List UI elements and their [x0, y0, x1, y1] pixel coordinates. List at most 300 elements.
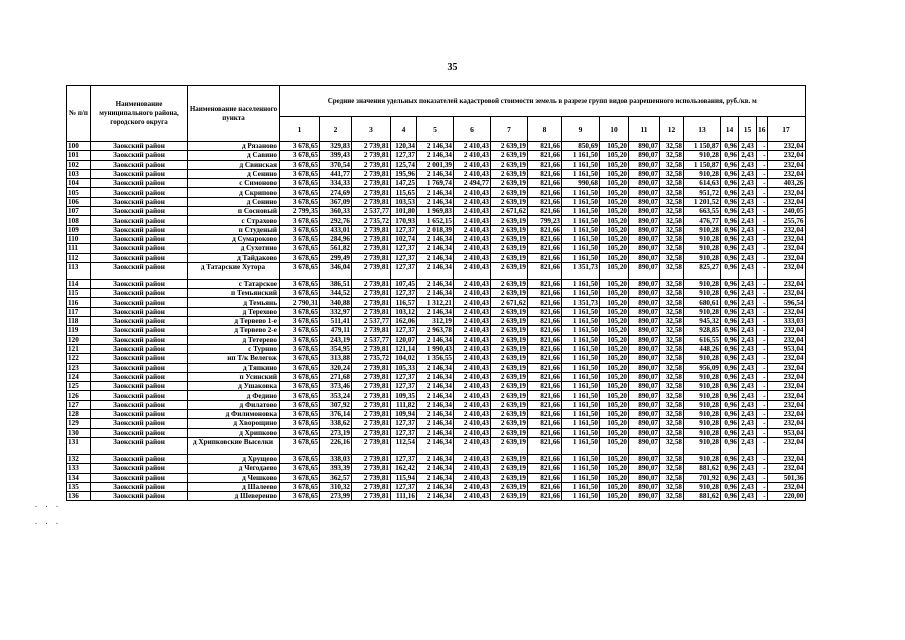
row-value-group-4: 111,82 — [391, 400, 417, 409]
row-value-group-5: 2 146,34 — [417, 289, 454, 298]
row-value-group-8: 821,66 — [528, 160, 562, 169]
row-value-group-16: - — [757, 326, 768, 335]
row-value-group-13: 951,72 — [684, 188, 721, 197]
row-value-group-3: 2 739,81 — [352, 151, 391, 160]
table-row — [67, 335, 806, 344]
row-value-group-3: 2 739,81 — [352, 382, 391, 391]
row-value-group-9: 990,68 — [562, 179, 600, 188]
row-value-group-13: 616,55 — [684, 335, 721, 344]
row-value-group-4: 127,37 — [391, 326, 417, 335]
table-row — [67, 307, 806, 316]
row-value-group-3: 2 739,81 — [352, 298, 391, 307]
row-value-group-10: 105,20 — [600, 207, 629, 216]
row-value-group-1: 3 678,65 — [280, 344, 320, 353]
table-row — [67, 151, 806, 160]
row-value-group-14: 0,96 — [721, 169, 739, 178]
row-number: 110 — [67, 234, 91, 243]
row-value-group-12: 32,58 — [660, 253, 684, 262]
row-value-group-1: 3 678,65 — [280, 244, 320, 253]
table-row — [67, 454, 806, 463]
row-value-group-6: 2 410,43 — [454, 437, 491, 454]
row-value-group-8: 821,66 — [528, 473, 562, 482]
row-value-group-17: 232,04 — [767, 326, 805, 335]
row-value-group-17: 232,04 — [767, 188, 805, 197]
row-value-group-8: 821,66 — [528, 437, 562, 454]
row-settlement: д Шеверенво — [188, 492, 280, 501]
row-value-group-8: 821,66 — [528, 188, 562, 197]
row-value-group-15: 2,43 — [739, 382, 757, 391]
row-value-group-11: 890,07 — [629, 419, 660, 428]
row-number: 111 — [67, 244, 91, 253]
row-value-group-17: 232,04 — [767, 454, 805, 463]
row-value-group-4: 109,94 — [391, 410, 417, 419]
header-group-14: 14 — [721, 117, 739, 142]
row-value-group-11: 890,07 — [629, 262, 660, 279]
table-row — [67, 207, 806, 216]
row-value-group-13: 910,28 — [684, 225, 721, 234]
row-value-group-14: 0,96 — [721, 400, 739, 409]
row-value-group-16: - — [757, 188, 768, 197]
row-number: 130 — [67, 428, 91, 437]
row-value-group-7: 2 639,19 — [491, 363, 528, 372]
row-value-group-1: 3 678,65 — [280, 253, 320, 262]
row-value-group-15: 2,43 — [739, 419, 757, 428]
row-value-group-10: 105,20 — [600, 326, 629, 335]
row-value-group-17: 232,04 — [767, 262, 805, 279]
row-value-group-15: 2,43 — [739, 400, 757, 409]
row-value-group-3: 2 739,81 — [352, 454, 391, 463]
row-value-group-14: 0,96 — [721, 289, 739, 298]
row-value-group-9: 1 161,50 — [562, 363, 600, 372]
row-value-group-7: 2 639,19 — [491, 335, 528, 344]
row-value-group-6: 2 410,43 — [454, 419, 491, 428]
row-value-group-7: 2 639,19 — [491, 151, 528, 160]
row-settlement: д Тервево 1-е — [188, 317, 280, 326]
row-value-group-15: 2,43 — [739, 326, 757, 335]
row-value-group-6: 2 410,43 — [454, 151, 491, 160]
row-value-group-8: 821,66 — [528, 335, 562, 344]
row-value-group-4: 127,37 — [391, 244, 417, 253]
row-number: 107 — [67, 207, 91, 216]
row-number: 125 — [67, 382, 91, 391]
row-value-group-17: 232,04 — [767, 372, 805, 381]
row-value-group-4: 120,34 — [391, 142, 417, 151]
header-group-2: 2 — [320, 117, 352, 142]
row-value-group-10: 105,20 — [600, 363, 629, 372]
row-value-group-15: 2,43 — [739, 225, 757, 234]
row-settlement: д Сенино — [188, 169, 280, 178]
row-district: Заокский район — [91, 179, 188, 188]
row-value-group-3: 2 537,77 — [352, 317, 391, 326]
row-district: Заокский район — [91, 289, 188, 298]
row-district: Заокский район — [91, 234, 188, 243]
row-settlement: д Федино — [188, 391, 280, 400]
row-value-group-10: 105,20 — [600, 307, 629, 316]
row-value-group-12: 32,58 — [660, 234, 684, 243]
row-settlement: д Скрипово — [188, 188, 280, 197]
row-number: 133 — [67, 464, 91, 473]
row-district: Заокский район — [91, 253, 188, 262]
row-value-group-13: 614,63 — [684, 179, 721, 188]
row-value-group-11: 890,07 — [629, 372, 660, 381]
row-value-group-4: 112,54 — [391, 437, 417, 454]
row-value-group-12: 32,58 — [660, 372, 684, 381]
row-value-group-13: 910,28 — [684, 307, 721, 316]
header-group-title: Средние значения удельных показателей кадастровой стоимости земель в разрезе групп видов разрешенного использования, руб./кв. м — [280, 86, 806, 117]
row-value-group-11: 890,07 — [629, 188, 660, 197]
row-value-group-13: 881,62 — [684, 464, 721, 473]
header-group-16: 16 — [757, 117, 768, 142]
row-value-group-11: 890,07 — [629, 454, 660, 463]
row-value-group-4: 116,57 — [391, 298, 417, 307]
row-value-group-12: 32,58 — [660, 289, 684, 298]
header-group-17: 17 — [767, 117, 805, 142]
row-value-group-10: 105,20 — [600, 437, 629, 454]
row-value-group-1: 3 678,65 — [280, 188, 320, 197]
row-value-group-4: 195,96 — [391, 169, 417, 178]
row-value-group-16: - — [757, 382, 768, 391]
row-district: Заокский район — [91, 419, 188, 428]
row-number: 103 — [67, 169, 91, 178]
row-value-group-8: 821,66 — [528, 234, 562, 243]
row-settlement: д Хрущево — [188, 454, 280, 463]
row-value-group-6: 2 410,43 — [454, 372, 491, 381]
row-value-group-7: 2 671,62 — [491, 207, 528, 216]
row-value-group-7: 2 639,19 — [491, 492, 528, 501]
row-value-group-16: - — [757, 372, 768, 381]
row-value-group-9: 1 161,50 — [562, 207, 600, 216]
row-value-group-12: 32,58 — [660, 354, 684, 363]
row-value-group-6: 2 410,43 — [454, 344, 491, 353]
row-value-group-2: 273,99 — [320, 492, 352, 501]
row-value-group-13: 910,28 — [684, 234, 721, 243]
row-settlement: д Темьянь — [188, 298, 280, 307]
row-number: 116 — [67, 298, 91, 307]
row-value-group-6: 2 410,43 — [454, 391, 491, 400]
row-value-group-15: 2,43 — [739, 253, 757, 262]
table-row — [67, 492, 806, 501]
row-value-group-7: 2 639,19 — [491, 253, 528, 262]
header-group-3: 3 — [352, 117, 391, 142]
row-value-group-13: 825,27 — [684, 262, 721, 279]
row-value-group-4: 109,35 — [391, 391, 417, 400]
row-value-group-7: 2 639,19 — [491, 454, 528, 463]
row-value-group-9: 1 161,50 — [562, 234, 600, 243]
row-value-group-7: 2 639,19 — [491, 344, 528, 353]
row-value-group-2: 274,69 — [320, 188, 352, 197]
row-value-group-3: 2 739,81 — [352, 437, 391, 454]
row-value-group-11: 890,07 — [629, 391, 660, 400]
row-value-group-12: 32,58 — [660, 262, 684, 279]
row-value-group-4: 127,37 — [391, 428, 417, 437]
header-settlement: Наименование населенного пункта — [188, 86, 280, 142]
header-group-8: 8 — [528, 117, 562, 142]
row-value-group-15: 2,43 — [739, 307, 757, 316]
row-value-group-17: 333,03 — [767, 317, 805, 326]
row-value-group-17: 240,05 — [767, 207, 805, 216]
row-value-group-10: 105,20 — [600, 335, 629, 344]
row-value-group-16: - — [757, 454, 768, 463]
table-row — [67, 372, 806, 381]
row-value-group-9: 1 161,50 — [562, 335, 600, 344]
row-value-group-1: 3 678,65 — [280, 428, 320, 437]
row-value-group-16: - — [757, 216, 768, 225]
row-value-group-1: 3 678,65 — [280, 234, 320, 243]
row-settlement: д Ушаковка — [188, 382, 280, 391]
row-value-group-16: - — [757, 344, 768, 353]
row-value-group-7: 2 639,19 — [491, 188, 528, 197]
row-value-group-5: 2 146,34 — [417, 307, 454, 316]
row-value-group-10: 105,20 — [600, 179, 629, 188]
row-settlement: д Хворощино — [188, 419, 280, 428]
binder-mark: · · · — [34, 503, 61, 511]
row-value-group-7: 2 639,19 — [491, 234, 528, 243]
row-value-group-11: 890,07 — [629, 410, 660, 419]
row-value-group-5: 2 146,34 — [417, 151, 454, 160]
row-district: Заокский район — [91, 382, 188, 391]
header-group-6: 6 — [454, 117, 491, 142]
table-body — [67, 142, 806, 501]
row-number: 124 — [67, 372, 91, 381]
row-settlement: п Сосновый — [188, 207, 280, 216]
row-value-group-15: 2,43 — [739, 335, 757, 344]
row-value-group-5: 2 146,34 — [417, 428, 454, 437]
header-group-11: 11 — [629, 117, 660, 142]
row-value-group-9: 1 161,50 — [562, 464, 600, 473]
row-settlement: д Тервево 2-е — [188, 326, 280, 335]
row-value-group-7: 2 639,19 — [491, 382, 528, 391]
row-value-group-13: 1 201,52 — [684, 197, 721, 206]
row-value-group-14: 0,96 — [721, 428, 739, 437]
row-value-group-13: 910,28 — [684, 419, 721, 428]
row-value-group-5: 1 652,15 — [417, 216, 454, 225]
row-value-group-8: 821,66 — [528, 326, 562, 335]
row-value-group-17: 501,36 — [767, 473, 805, 482]
row-value-group-1: 3 678,65 — [280, 151, 320, 160]
table-row — [67, 419, 806, 428]
row-value-group-13: 910,28 — [684, 428, 721, 437]
row-value-group-15: 2,43 — [739, 454, 757, 463]
row-number: 113 — [67, 262, 91, 279]
row-value-group-9: 1 161,50 — [562, 317, 600, 326]
table-row — [67, 197, 806, 206]
row-district: Заокский район — [91, 225, 188, 234]
row-value-group-3: 2 537,77 — [352, 335, 391, 344]
row-value-group-13: 910,28 — [684, 410, 721, 419]
row-district: Заокский район — [91, 188, 188, 197]
table-row — [67, 473, 806, 482]
row-number: 128 — [67, 410, 91, 419]
row-value-group-11: 890,07 — [629, 382, 660, 391]
row-value-group-5: 2 146,34 — [417, 188, 454, 197]
row-settlement: п Усинский — [188, 372, 280, 381]
row-value-group-4: 127,37 — [391, 454, 417, 463]
row-value-group-16: - — [757, 354, 768, 363]
row-value-group-12: 32,58 — [660, 188, 684, 197]
row-value-group-8: 821,66 — [528, 151, 562, 160]
row-value-group-15: 2,43 — [739, 344, 757, 353]
row-value-group-6: 2 410,43 — [454, 207, 491, 216]
row-value-group-5: 1 969,83 — [417, 207, 454, 216]
row-value-group-3: 2 739,81 — [352, 160, 391, 169]
row-value-group-4: 105,33 — [391, 363, 417, 372]
row-value-group-14: 0,96 — [721, 354, 739, 363]
header-group-12: 12 — [660, 117, 684, 142]
row-value-group-1: 3 678,65 — [280, 419, 320, 428]
row-value-group-2: 332,97 — [320, 307, 352, 316]
row-number: 106 — [67, 197, 91, 206]
row-value-group-1: 3 678,65 — [280, 197, 320, 206]
row-value-group-2: 399,43 — [320, 151, 352, 160]
row-value-group-13: 956,09 — [684, 363, 721, 372]
row-value-group-13: 910,28 — [684, 244, 721, 253]
row-value-group-13: 1 150,87 — [684, 142, 721, 151]
row-value-group-13: 945,32 — [684, 317, 721, 326]
row-value-group-7: 2 639,19 — [491, 197, 528, 206]
row-value-group-17: 232,04 — [767, 142, 805, 151]
row-value-group-4: 147,25 — [391, 179, 417, 188]
row-value-group-7: 2 639,19 — [491, 225, 528, 234]
row-value-group-9: 1 161,50 — [562, 307, 600, 316]
row-value-group-4: 115,94 — [391, 473, 417, 482]
row-value-group-15: 2,43 — [739, 363, 757, 372]
row-value-group-5: 2 001,39 — [417, 160, 454, 169]
row-value-group-6: 2 410,43 — [454, 317, 491, 326]
row-district: Заокский район — [91, 142, 188, 151]
row-settlement: д Свинская — [188, 160, 280, 169]
row-value-group-15: 2,43 — [739, 354, 757, 363]
row-value-group-17: 232,04 — [767, 307, 805, 316]
row-value-group-15: 2,43 — [739, 234, 757, 243]
row-value-group-6: 2 410,43 — [454, 400, 491, 409]
row-district: Заокский район — [91, 492, 188, 501]
row-value-group-2: 243,19 — [320, 335, 352, 344]
row-value-group-12: 32,58 — [660, 400, 684, 409]
row-value-group-9: 1 161,50 — [562, 492, 600, 501]
row-value-group-3: 2 739,81 — [352, 363, 391, 372]
row-value-group-10: 105,20 — [600, 216, 629, 225]
row-value-group-6: 2 410,43 — [454, 335, 491, 344]
row-value-group-8: 821,66 — [528, 142, 562, 151]
table-row — [67, 244, 806, 253]
row-value-group-4: 101,80 — [391, 207, 417, 216]
row-value-group-16: - — [757, 400, 768, 409]
table-row — [67, 188, 806, 197]
row-value-group-2: 334,33 — [320, 179, 352, 188]
row-value-group-15: 2,43 — [739, 428, 757, 437]
row-value-group-12: 32,58 — [660, 317, 684, 326]
row-value-group-2: 338,03 — [320, 454, 352, 463]
row-number: 121 — [67, 344, 91, 353]
row-value-group-11: 890,07 — [629, 169, 660, 178]
row-value-group-10: 105,20 — [600, 354, 629, 363]
row-value-group-8: 821,66 — [528, 169, 562, 178]
row-value-group-11: 890,07 — [629, 363, 660, 372]
row-value-group-16: - — [757, 244, 768, 253]
header-group-13: 13 — [684, 117, 721, 142]
table-row — [67, 317, 806, 326]
row-value-group-16: - — [757, 419, 768, 428]
row-value-group-14: 0,96 — [721, 216, 739, 225]
row-value-group-15: 2,43 — [739, 197, 757, 206]
row-value-group-5: 2 146,34 — [417, 400, 454, 409]
table-row — [67, 216, 806, 225]
row-number: 135 — [67, 482, 91, 491]
row-value-group-2: 441,77 — [320, 169, 352, 178]
row-district: Заокский район — [91, 482, 188, 491]
row-number: 115 — [67, 289, 91, 298]
row-value-group-3: 2 739,81 — [352, 289, 391, 298]
row-value-group-5: 2 146,34 — [417, 142, 454, 151]
row-value-group-5: 1 769,74 — [417, 179, 454, 188]
row-number: 120 — [67, 335, 91, 344]
row-value-group-16: - — [757, 437, 768, 454]
row-value-group-3: 2 739,81 — [352, 142, 391, 151]
row-settlement: д Филатово — [188, 400, 280, 409]
table-row — [67, 464, 806, 473]
row-value-group-14: 0,96 — [721, 363, 739, 372]
row-value-group-6: 2 410,43 — [454, 262, 491, 279]
row-value-group-10: 105,20 — [600, 419, 629, 428]
row-district: Заокский район — [91, 473, 188, 482]
row-value-group-7: 2 639,19 — [491, 216, 528, 225]
row-value-group-6: 2 410,43 — [454, 307, 491, 316]
row-value-group-16: - — [757, 179, 768, 188]
row-value-group-16: - — [757, 492, 768, 501]
row-value-group-3: 2 537,77 — [352, 207, 391, 216]
row-value-group-15: 2,43 — [739, 437, 757, 454]
row-value-group-12: 32,58 — [660, 454, 684, 463]
row-value-group-6: 2 410,43 — [454, 492, 491, 501]
row-value-group-4: 127,37 — [391, 225, 417, 234]
cadastral-values-table — [66, 85, 806, 501]
row-value-group-2: 511,41 — [320, 317, 352, 326]
row-value-group-10: 105,20 — [600, 253, 629, 262]
row-value-group-1: 3 678,65 — [280, 400, 320, 409]
row-number: 102 — [67, 160, 91, 169]
row-value-group-1: 3 678,65 — [280, 262, 320, 279]
row-settlement: нп Т/к Велегож — [188, 354, 280, 363]
row-value-group-10: 105,20 — [600, 188, 629, 197]
row-value-group-15: 2,43 — [739, 473, 757, 482]
header-group-10: 10 — [600, 117, 629, 142]
row-value-group-8: 821,66 — [528, 207, 562, 216]
row-value-group-1: 3 678,65 — [280, 410, 320, 419]
row-value-group-11: 890,07 — [629, 400, 660, 409]
row-number: 119 — [67, 326, 91, 335]
table-row — [67, 169, 806, 178]
row-value-group-14: 0,96 — [721, 179, 739, 188]
row-value-group-9: 1 161,50 — [562, 289, 600, 298]
row-value-group-16: - — [757, 428, 768, 437]
row-value-group-4: 103,53 — [391, 197, 417, 206]
row-value-group-4: 127,37 — [391, 289, 417, 298]
row-value-group-5: 2 146,34 — [417, 482, 454, 491]
row-settlement: д Савино — [188, 151, 280, 160]
row-district: Заокский район — [91, 454, 188, 463]
row-value-group-6: 2 410,43 — [454, 454, 491, 463]
row-value-group-13: 701,92 — [684, 473, 721, 482]
row-value-group-2: 329,83 — [320, 142, 352, 151]
row-value-group-7: 2 639,19 — [491, 244, 528, 253]
row-value-group-10: 105,20 — [600, 298, 629, 307]
row-value-group-9: 1 351,73 — [562, 262, 600, 279]
row-number: 100 — [67, 142, 91, 151]
row-value-group-2: 344,52 — [320, 289, 352, 298]
row-value-group-12: 32,58 — [660, 179, 684, 188]
row-value-group-12: 32,58 — [660, 207, 684, 216]
row-value-group-14: 0,96 — [721, 307, 739, 316]
